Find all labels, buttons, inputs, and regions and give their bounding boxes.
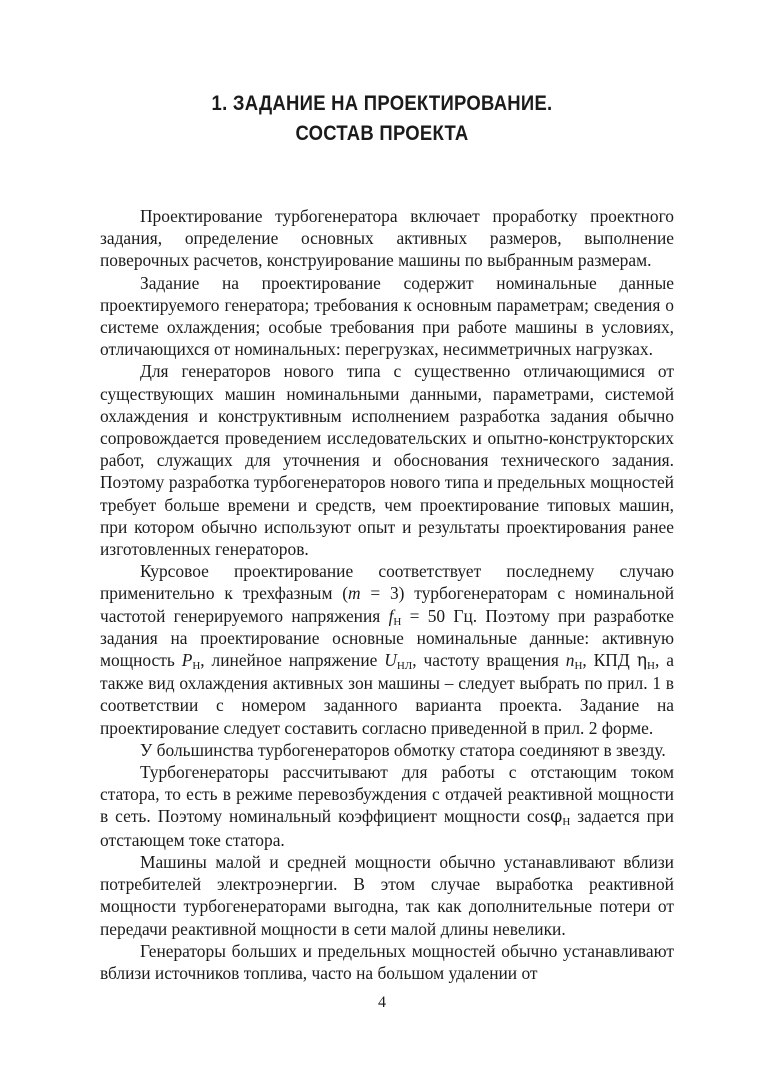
paragraph-7: Машины малой и средней мощности обычно устанавливают вблизи потребителей электроэнергии. В этом случае выработка реактивной мощности турбогенераторами выгодна, так как дополнительные потери от передачи реактивной мощности в сети малой длины невелики. bbox=[100, 851, 674, 939]
paragraph-1: Проектирование турбогенератора включает проработку проектного задания, определение основных активных размеров, выполнение поверочных расчетов, конструирование машины по выбранным размерам. bbox=[100, 206, 674, 271]
symbol-n: n bbox=[565, 650, 575, 671]
symbol-eta: η bbox=[636, 651, 648, 672]
symbol-f: f bbox=[388, 605, 394, 626]
paragraph-6: Турбогенераторы рассчитывают для работы с отстающим током статора, то есть в режиме перевозбуждения с отдачей реактивной мощности в сеть. Поэтому номинальный коэффициент мощности cosφ$_Н$ задается при отстающем токе статора. bbox=[100, 762, 674, 850]
paragraph-4: Курсовое проектирование соответствует последнему случаю применительно к трехфазным (m = 3) турбогенераторам с номинальной частотой генерируемого напряжения $f_Н = 50$ Гц. Поэтому при разработке задания на проектирование основные номинальные данные: активную мощность $P_Н$, линейное напряжение $U_{НЛ}$, частоту вращения $n_Н$, КПД $\eta_Н$, а также вид охлаждения активных зон машины – следует выбрать по прил. 1 в соответствии с номером заданного варианта проекта. Задание на проектирование следует составить согласно приведенной в прил. 2 форме. bbox=[100, 561, 674, 738]
symbol-m: m bbox=[348, 583, 361, 604]
paragraph-5: У большинства турбогенераторов обмотку статора соединяют в звезду. bbox=[140, 739, 666, 760]
symbol-u: U bbox=[384, 650, 397, 671]
paragraph-8: Генераторы больших и предельных мощностей обычно устанавливают вблизи источников топлива, часто на большом удалении от bbox=[100, 940, 674, 983]
paragraph-3: Для генераторов нового типа с существенно отличающимися от существующих машин номинальными данными, параметрами, системой охлаждения и конструктивным исполнением разработка задания обычно сопровождается проведением исследовательских и опытно-конструкторских работ, служащих для уточнения и обоснования технического задания. Поэтому разработка турбогенераторов нового типа и предельных мощностей требует больше времени и средств, чем проектирование типовых машин, при котором обычно используют опыт и результаты проектирования ранее изготовленных генераторов. bbox=[100, 361, 674, 560]
page-number: 4 bbox=[378, 994, 386, 1011]
body-text bbox=[100, 205, 674, 984]
chapter-title-line-1: 1. ЗАДАНИЕ НА ПРОЕКТИРОВАНИЕ. bbox=[211, 92, 553, 115]
chapter-title-line-2: СОСТАВ ПРОЕКТА bbox=[295, 122, 469, 145]
symbol-p: P bbox=[181, 650, 193, 671]
symbol-phi: φ bbox=[550, 807, 563, 828]
paragraph-2: Задание на проектирование содержит номинальные данные проектируемого генератора; требования к основным параметрам; сведения о системе охлаждения; особые требования при работе машины в условиях, отличающихся от номинальных: перегрузках, несимметричных нагрузках. bbox=[100, 272, 674, 360]
